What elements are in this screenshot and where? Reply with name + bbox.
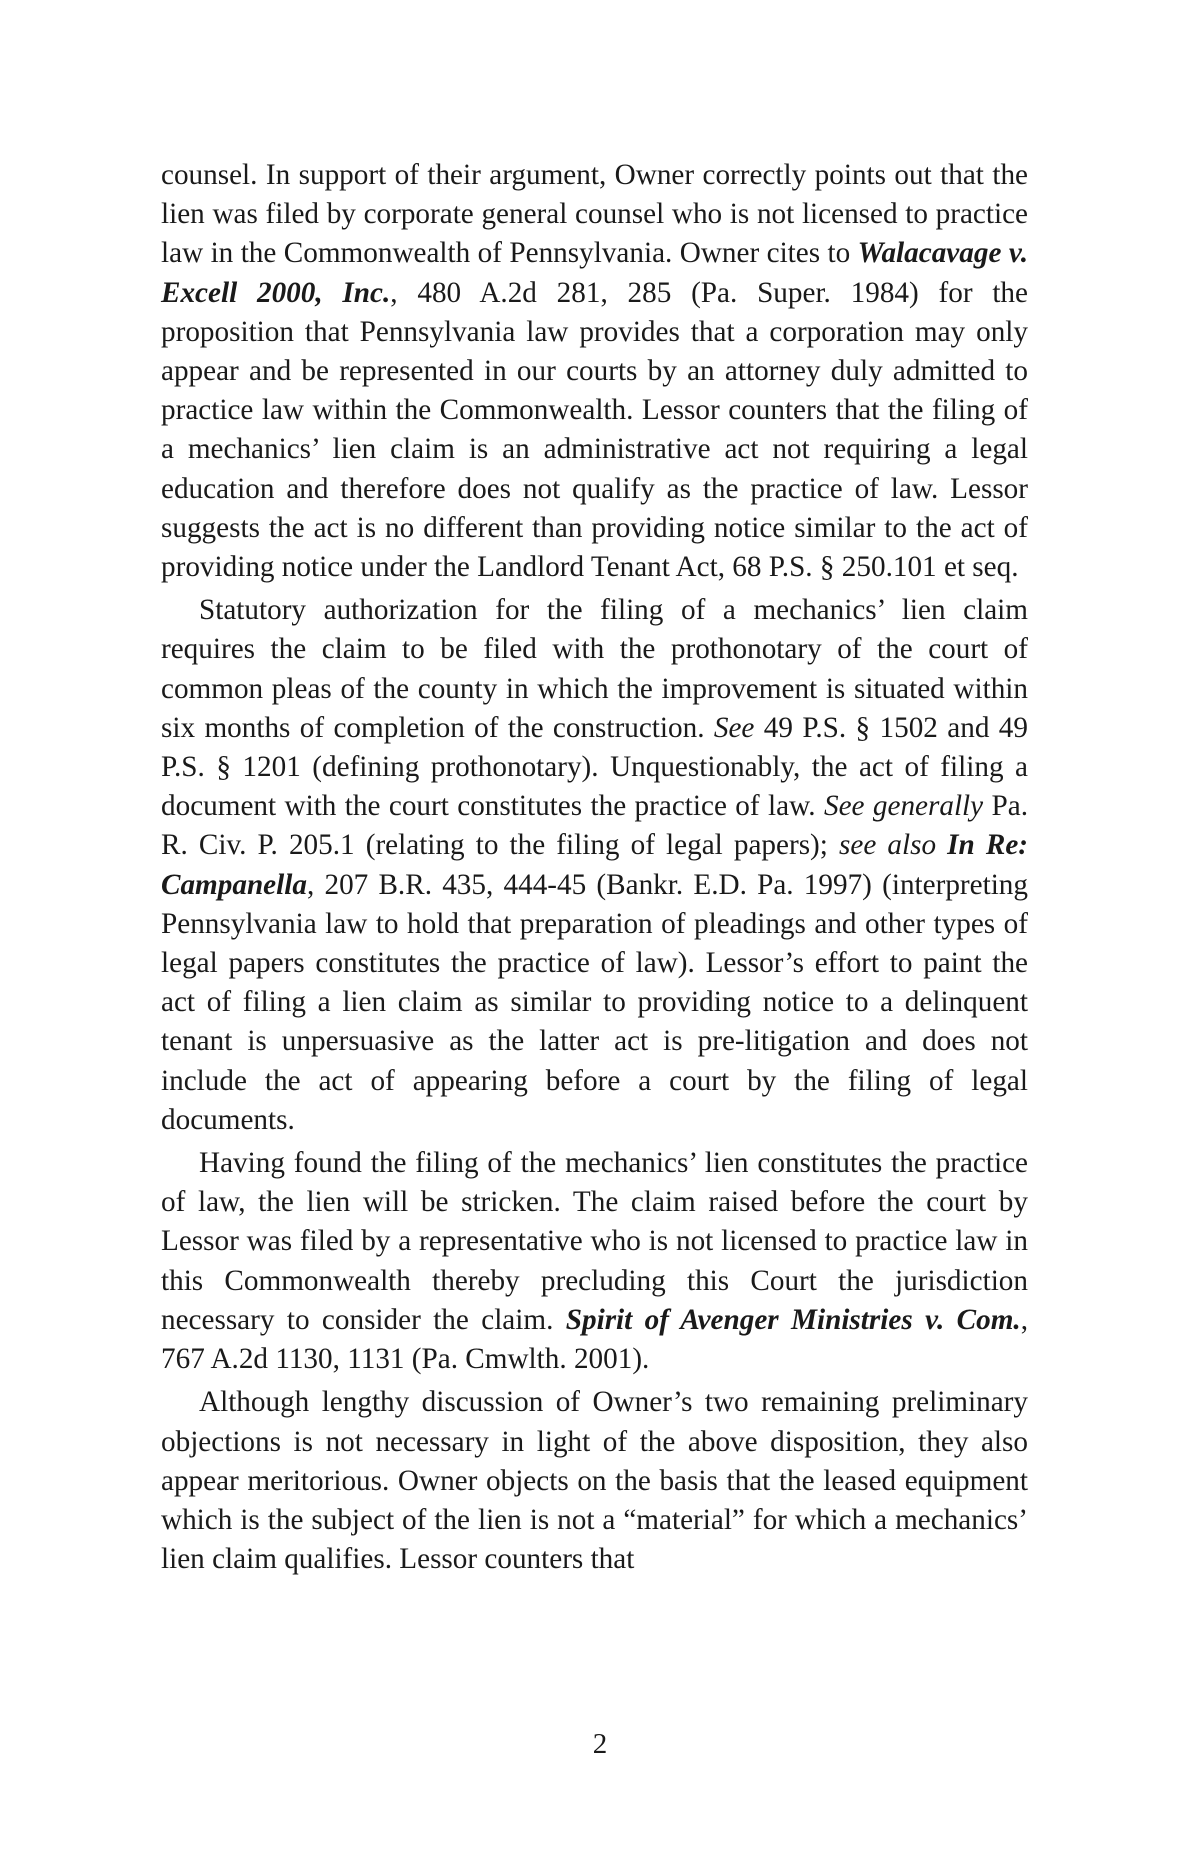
- text-segment: Statutory authorization for the filing of a mechanics’ lien claim requires the claim to be filed with the prothonotary of the court of common pleas of the county in which the improvement is situated within six months of completion of the construction.: [161, 594, 1028, 744]
- text-segment: 49 P.S. § 1502 and 49 P.S. § 1201 (defining prothonotary). Unquestionably, the act of filing a document with the court constitutes the practice of law.: [161, 711, 1028, 823]
- case-citation-campanella: In Re: Campanella: [161, 829, 1028, 901]
- case-citation-walacavage: Walacavage v. Excell 2000, Inc.: [161, 237, 1028, 309]
- text-segment: , 480 A.2d 281, 285 (Pa. Super. 1984) for the proposition that Pennsylvania law provides that a corporation may only appear and be represented in our courts by an attorney duly admitted to practice law within the Commonwealth. Lessor counters that the filing of a mechanics’ lien claim is an administrative act not requiring a legal education and therefore does not qualify as the practice of law. Lessor suggests the act is no different than providing notice similar to the act of providing notice under the Landlord Tenant Act, 68 P.S. § 250.101 et seq.: [161, 276, 1028, 584]
- text-segment: Although lengthy discussion of Owner’s two remaining preliminary objections is not necessary in light of the above disposition, they also appear meritorious. Owner objects on the basis that the leased equipment which is the subject of the lien is not a “material” for which a mechanics’ lien claim qualifies. Lessor counters that: [161, 1386, 1028, 1576]
- body-text: [161, 156, 1028, 1583]
- text-segment: Having found the filing of the mechanics’ lien constitutes the practice of law, the lien will be stricken. The claim raised before the court by Lessor was filed by a representative who is not licensed to practice law in this Commonwealth thereby precluding this Court the jurisdiction necessary to consider the claim.: [161, 1147, 1028, 1336]
- text-segment: , 207 B.R. 435, 444-45 (Bankr. E.D. Pa. 1997) (interpreting Pennsylvania law to hold that preparation of pleadings and other types of legal papers constitutes the practice of law). Lessor’s effort to paint the act of filing a lien claim as similar to providing notice to a delinquent tenant is unpersuasive as the latter act is pre-litigation and does not include the act of appearing before a court by the filing of legal documents.: [161, 868, 1028, 1136]
- signal-see-also: see also: [839, 829, 937, 862]
- text-segment: counsel. In support of their argument, Owner correctly points out that the lien was filed by corporate general counsel who is not licensed to practice law in the Commonwealth of Pennsylvania. Owner cites to: [161, 159, 1028, 270]
- page-number: 2: [592, 1728, 608, 1760]
- paragraph-2: [161, 591, 1028, 1140]
- signal-see: See: [713, 711, 755, 744]
- text-segment: , 767 A.2d 1130, 1131 (Pa. Cmwlth. 2001).: [161, 1303, 1028, 1376]
- paragraph-3: [161, 1144, 1028, 1379]
- paragraph-1: [161, 156, 1028, 587]
- signal-see-generally: See generally: [823, 790, 984, 823]
- text-segment: Pa. R. Civ. P. 205.1 (relating to the filing of legal papers);: [161, 790, 1029, 862]
- case-citation-spirit-of-avenger: Spirit of Avenger Ministries v. Com.: [565, 1303, 1021, 1336]
- paragraph-4: [161, 1383, 1028, 1579]
- text-segment: [936, 829, 947, 861]
